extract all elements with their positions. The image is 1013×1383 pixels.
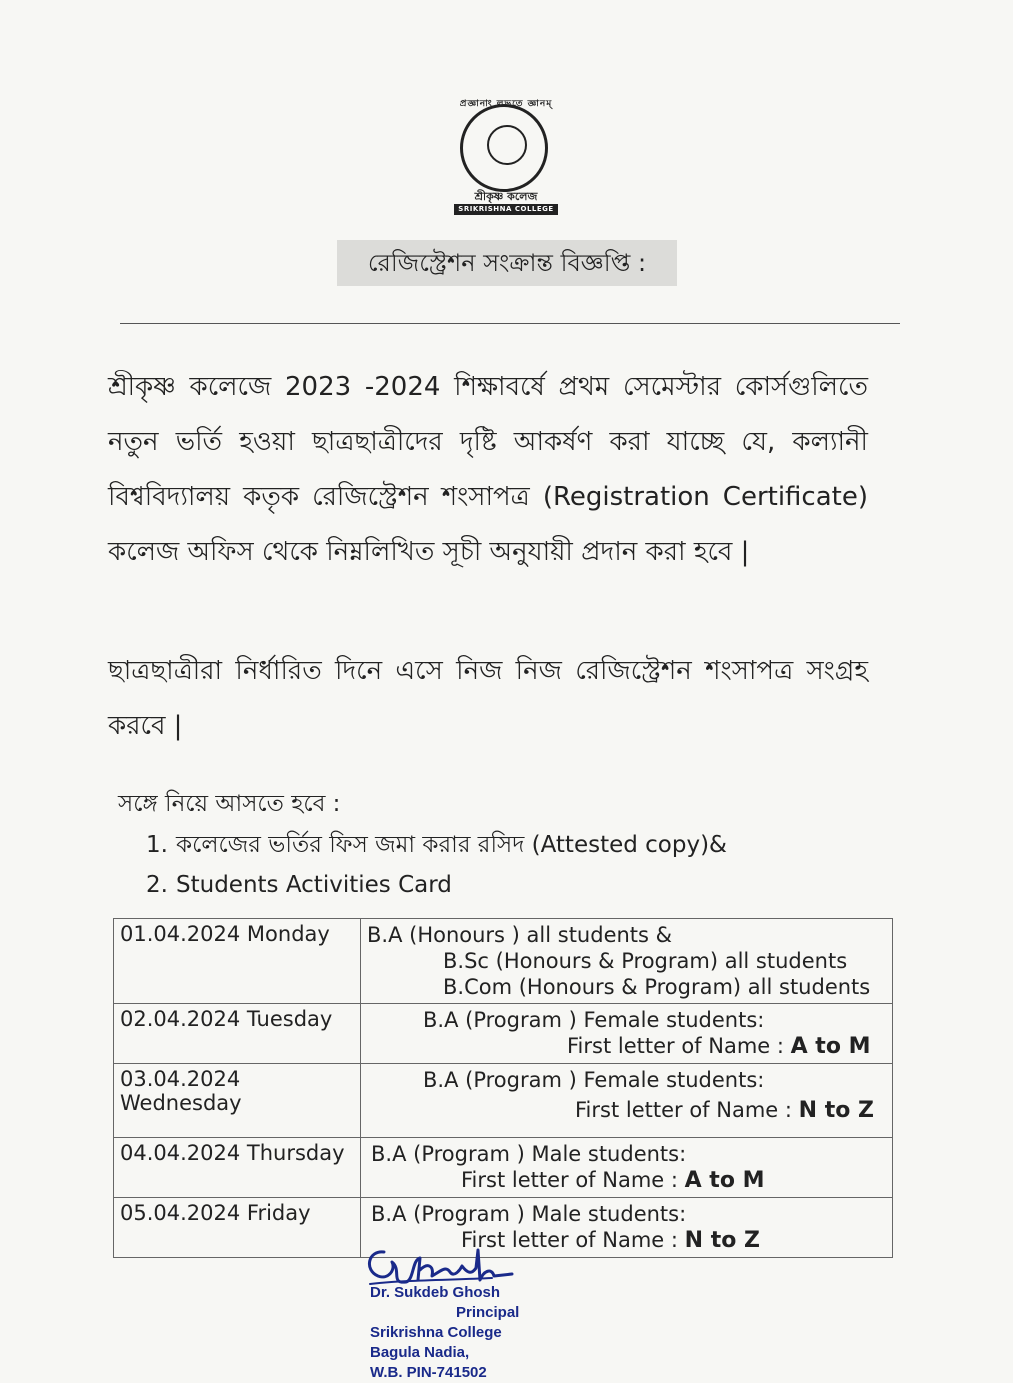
name-range: A to M	[790, 1034, 871, 1059]
table-row	[114, 919, 893, 1004]
schedule-details	[361, 1138, 893, 1198]
detail-line	[367, 1093, 886, 1124]
name-range: N to Z	[798, 1098, 874, 1123]
logo-ring	[460, 104, 548, 192]
bring-list-title: সঙ্গে নিয়ে আসতে হবে :	[118, 791, 341, 817]
college-logo	[446, 96, 566, 216]
schedule-date: 01.04.2024 Monday	[114, 919, 361, 1004]
list-item-text: কলেজের ভর্তির ফিস জমা করার রসিদ (Attested copy)&	[176, 832, 727, 858]
table-row	[114, 1138, 893, 1198]
schedule-date: 02.04.2024 Tuesday	[114, 1004, 361, 1064]
detail-line: B.A (Program ) Male students:	[371, 1202, 687, 1226]
detail-line	[367, 1033, 886, 1060]
schedule-details	[361, 1004, 893, 1064]
schedule-date: 05.04.2024 Friday	[114, 1198, 361, 1258]
name-range-label: First letter of Name :	[461, 1228, 685, 1252]
notice-paragraph-2: ছাত্রছাত্রীরা নির্ধারিত দিনে এসে নিজ নিজ রেজিস্ট্রেশন শংসাপত্র সংগ্রহ করবে |	[108, 656, 868, 741]
name-range-label: First letter of Name :	[575, 1098, 799, 1122]
detail-line: B.A (Honours ) all students &	[367, 923, 673, 947]
notice-heading: রেজিস্ট্রেশন সংক্রান্ত বিজ্ঞপ্তি :	[337, 240, 677, 286]
name-range: N to Z	[684, 1228, 760, 1253]
signatory-college: Srikrishna College	[370, 1324, 502, 1341]
detail-line	[367, 1167, 886, 1194]
list-item-number: 1.	[146, 832, 168, 858]
detail-line: B.A (Program ) Female students:	[423, 1008, 765, 1032]
signatory-name: Dr. Sukdeb Ghosh	[370, 1284, 501, 1301]
bring-list	[146, 825, 727, 905]
divider	[120, 323, 900, 324]
detail-line: B.A (Program ) Male students:	[371, 1142, 687, 1166]
name-range-label: First letter of Name :	[567, 1034, 791, 1058]
schedule-table	[113, 918, 893, 1258]
detail-line: B.Com (Honours & Program) all students	[443, 975, 871, 999]
notice-paragraph-1: শ্রীকৃষ্ণ কলেজে 2023 -2024 শিক্ষাবর্ষে প্রথম সেমেস্টার কোর্সগুলিতে নতুন ভর্তি হওয়া ছাত্রছাত্রীদের দৃষ্টি আকর্ষণ করা যাচ্ছে যে, কল্যানী বিশ্ববিদ্যালয় কতৃক রেজিস্ট্রেশন শংসাপত্র (Registration Certificate) কলেজ অফিস থেকে নিম্নলিখিত সূচী অনুযায়ী প্রদান করা হবে |	[108, 372, 868, 567]
schedule-date: 04.04.2024 Thursday	[114, 1138, 361, 1198]
list-item	[146, 865, 727, 905]
schedule-details	[361, 919, 893, 1004]
table-row	[114, 1064, 893, 1138]
logo-college-name-bn: শ্রীকৃষ্ণ কলেজ	[474, 190, 538, 203]
detail-line: B.A (Program ) Female students:	[423, 1068, 765, 1092]
schedule-date: 03.04.2024 Wednesday	[114, 1064, 361, 1138]
schedule-details	[361, 1064, 893, 1138]
list-item-text: Students Activities Card	[176, 872, 452, 898]
signature-block	[370, 1283, 519, 1383]
name-range: A to M	[684, 1168, 765, 1193]
logo-book-emblem	[487, 125, 527, 165]
detail-line: B.Sc (Honours & Program) all students	[443, 949, 848, 973]
signatory-address-2: W.B. PIN-741502	[370, 1364, 487, 1381]
table-row	[114, 1004, 893, 1064]
signatory-address-1: Bagula Nadia,	[370, 1344, 470, 1361]
signatory-title: Principal	[456, 1304, 520, 1321]
list-item-number: 2.	[146, 872, 168, 898]
logo-college-name-en: SRIKRISHNA COLLEGE	[454, 204, 558, 215]
list-item	[146, 825, 727, 865]
name-range-label: First letter of Name :	[461, 1168, 685, 1192]
logo-seal-text: প্রজ্ঞানাং লভতে জ্ঞানম্	[459, 99, 553, 109]
